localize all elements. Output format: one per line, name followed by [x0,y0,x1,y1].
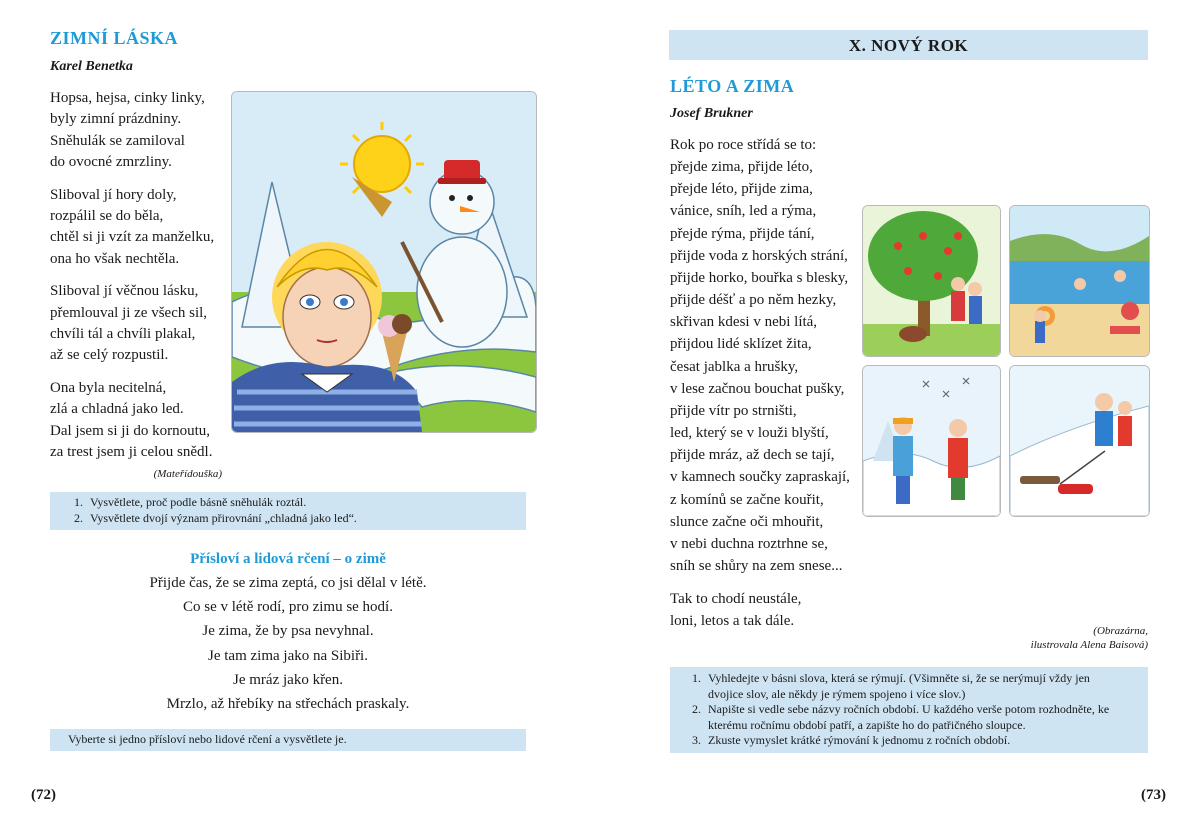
right-poem-body [670,134,860,643]
proverb-line: Co se v létě rodí, pro zimu se hodí. [183,599,393,616]
poem-line: vánice, sníh, led a rýma, [670,203,817,220]
left-poem-source: (Mateřídouška) [153,468,222,480]
poem-line: sníh se shůry na zem snese... [670,557,843,574]
poem-line: ona ho však nechtěla. [50,250,180,267]
poem-line: loni, letos a tak dále. [670,613,795,630]
poem-line: Sněhulák se zamiloval [50,132,185,149]
right-poem-source [990,624,1148,652]
beach-icon [1010,206,1149,356]
source-line: (Obrazárna, [1093,625,1148,637]
poem-line: led, který se v louži blyští, [670,425,829,442]
poem-line: Sliboval jí hory doly, [50,186,177,203]
task-item: 1. Vyhledejte v básni slova, která se rýmují. (Všimněte si, že se nerýmují vždy jen dvojice slov, ale někdy je rýmem spojeno i více slov.) [704,671,1128,702]
poem-line: přijde vítr po strništi, [670,402,797,419]
poem-stanza [670,134,860,577]
poem-line: přijde voda z horských strání, [670,247,848,264]
poem-line: chtěl si ji vzít za manželku, [50,229,215,246]
poem-stanza [50,88,230,174]
task-item: 2. Napište si vedle sebe názvy ročních období. U každého verše potom rozhodněte, ke kterému ročnímu období patří, a zapište ho do patřičného sloupce. [704,702,1128,733]
snowman-boy-illustration [231,91,537,433]
task-item: 1. Vysvětlete, proč podle básně sněhulák roztál. [86,495,526,511]
task-item: 3. Zkuste vymyslet krátké rýmování k jednomu z ročních období. [704,733,1128,749]
poem-line: Tak to chodí neustále, [670,591,802,608]
poem-line: skřivan kdesi v nebi lítá, [670,314,818,331]
sledding-illustration [1009,365,1150,517]
left-poem-title: ZIMNÍ LÁSKA [50,28,179,48]
poem-line: Rok po roce střídá se to: [670,137,817,153]
proverbs-list [50,571,526,716]
proverb-line: Je zima, že by psa nevyhnal. [202,623,374,640]
poem-stanza [50,185,230,271]
poem-line: Sliboval jí věčnou lásku, [50,283,199,300]
poem-stanza [670,588,860,632]
proverbs-title: Přísloví a lidová rčení – o zimě [190,551,386,567]
summer-illustration [1009,205,1150,357]
poem-line: slunce začne oči mhouřit, [670,513,824,530]
proverb-line: Je mráz jako křen. [233,671,343,688]
proverbs-task-box: Vyberte si jedno přísloví nebo lidové rčení a vysvětlete je. [50,729,526,751]
poem-line: z komínů se začne kouřit, [670,491,824,508]
right-page-number: (73) [1141,787,1166,803]
poem-line: v nebi duchna roztrhne se, [670,535,828,552]
snowflakes-icon [863,366,1000,516]
poem-line: Ona byla necitelná, [50,379,167,396]
sled-icon [1010,366,1149,516]
apple-tree-icon [863,206,1000,356]
right-tasks-list [670,671,1148,749]
poem-line: česat jablka a hrušky, [670,358,799,375]
source-line: ilustrovala Alena Baisová) [1030,639,1148,651]
poem-line: za trest jsem ji celou snědl. [50,444,213,461]
left-page-number: (72) [31,787,56,803]
poem-line: rozpálil se do běla, [50,208,164,225]
right-poem-title: LÉTO A ZIMA [670,76,795,96]
poem-stanza [50,281,230,367]
poem-line: Dal jsem si ji do kornoutu, [50,422,210,439]
poem-line: přejde léto, přijde zima, [670,181,813,198]
autumn-illustration [862,205,1001,357]
proverb-line: Mrzlo, až hřebíky na střechách praskaly. [166,696,410,713]
poem-line: chvíli tál a chvíli plakal, [50,326,196,343]
proverb-line: Je tam zima jako na Sibiři. [208,647,368,664]
poem-line: zlá a chladná jako led. [50,401,184,418]
poem-line: přejde rýma, přijde tání, [670,225,815,242]
poem-line: přijde déšť a po něm hezky, [670,292,837,309]
task-item: 2. Vysvětlete dvojí význam přirovnání „chladná jako led“. [86,511,526,527]
left-tasks-list [50,495,526,526]
poem-line: v lese začnou bouchat pušky, [670,380,845,397]
poem-line: až se celý rozpustil. [50,347,169,364]
poem-line: přijdou lidé sklízet žita, [670,336,812,353]
poem-line: Hopsa, hejsa, cinky linky, [50,90,205,106]
poem-line: v kamnech součky zapraskají, [670,469,850,486]
right-poem-author: Josef Brukner [670,106,753,121]
poem-line: přejde zima, přijde léto, [670,159,813,176]
poem-line: přemlouval ji ze všech sil, [50,304,208,321]
snowman-icon [232,92,536,432]
poem-stanza [50,378,230,464]
poem-line: do ovocné zmrzliny. [50,154,172,171]
poem-line: přijde horko, bouřka s blesky, [670,269,849,286]
right-tasks-box [670,667,1148,753]
winter-illustration [862,365,1001,517]
proverb-line: Přijde čas, že se zima zeptá, co jsi dělal v létě. [149,575,427,591]
left-poem-author: Karel Benetka [50,59,133,74]
poem-line: byly zimní prázdniny. [50,111,182,128]
poem-line: přijde mráz, až dech se tají, [670,447,835,464]
left-poem-body [50,88,230,475]
left-tasks-box [50,492,526,530]
chapter-heading: X. NOVÝ ROK [669,30,1148,60]
